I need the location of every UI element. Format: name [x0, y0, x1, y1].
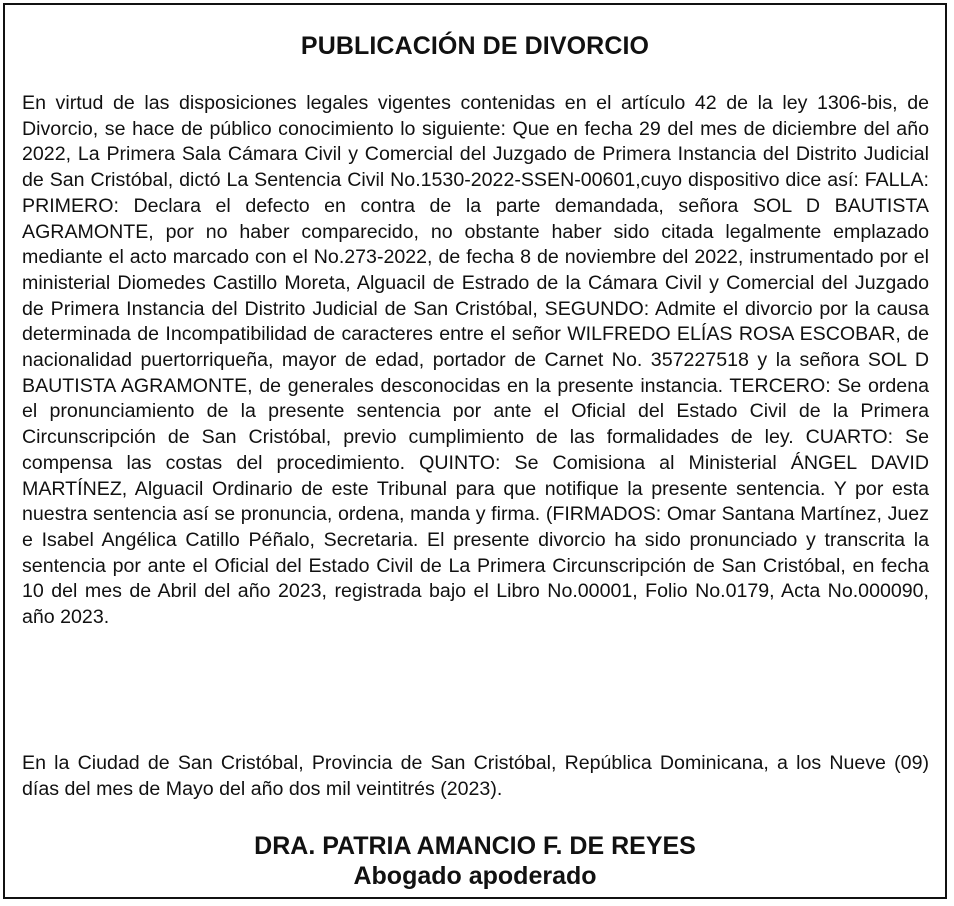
notice-body-paragraph: En virtud de las disposiciones legales vigentes contenidas en el artículo 42 de la ley 1306-bis, de Divorcio, se hace de público conocimiento lo siguiente: Que en fecha 29 del mes de diciembre del año 2022, La Primera Sala Cámara Civil y Comercial del Juzgado de Primera Instancia del Distrito Judicial de San Cristóbal, dictó La Sentencia Civil No.1530-2022-SSEN-00601,cuyo dispositivo dice así: FALLA: PRIMERO: Declara el defecto en contra de la parte demandada, señora SOL D BAUTISTA AGRAMONTE, por no haber comparecido, no obstante haber sido citada legalmente emplazado mediante el acto marcado con el No.273-2022, de fecha 8 de noviembre del 2022, instrumentado por el ministerial Diomedes Castillo Moreta, Alguacil de Estrado de la Cámara Civil y Comercial del Juzgado de Primera Instancia del Distrito Judicial de San Cristóbal, SEGUNDO: Admite el divorcio por la causa determinada de Incompatibilidad de caracteres entre el señor WILFREDO ELÍAS ROSA ESCOBAR, de nacionalidad puertorriqueña, mayor de edad, portador de Carnet No. 357227518 y la señora SOL D BAUTISTA AGRAMONTE, de generales desconocidas en la presente instancia. TERCERO: Se ordena el pronunciamiento de la presente sentencia por ante el Oficial del Estado Civil de la Primera Circunscripción de San Cristóbal, previo cumplimiento de las formalidades de ley. CUARTO: Se compensa las costas del procedimiento. QUINTO: Se Comisiona al Ministerial ÁNGEL DAVID MARTÍNEZ, Alguacil Ordinario de este Tribunal para que notifique la presente sentencia. Y por esta nuestra sentencia así se pronuncia, ordena, manda y firma. (FIRMADOS: Omar Santana Martínez, Juez e Isabel Angélica Catillo Péñalo, Secretaria. El presente divorcio ha sido pronunciado y transcrita la sentencia por ante el Oficial del Estado Civil de La Primera Circunscripción de San Cristóbal, en fecha 10 del mes de Abril del año 2023, registrada bajo el Libro No.00001, Folio No.0179, Acta No.000090, año 2023. [22, 92, 929, 629]
notice-place-date-paragraph: En la Ciudad de San Cristóbal, Provincia de San Cristóbal, República Dominicana, a los Nueve (09) días del mes de Mayo del año dos mil veintitrés (2023). [22, 752, 929, 800]
signature-name: DRA. PATRIA AMANCIO F. DE REYES [254, 832, 696, 860]
signature-block [5, 831, 945, 891]
signature-role: Abogado apoderado [353, 862, 597, 890]
notice-title: PUBLICACIÓN DE DIVORCIO [300, 32, 650, 60]
divorce-notice [3, 3, 947, 899]
